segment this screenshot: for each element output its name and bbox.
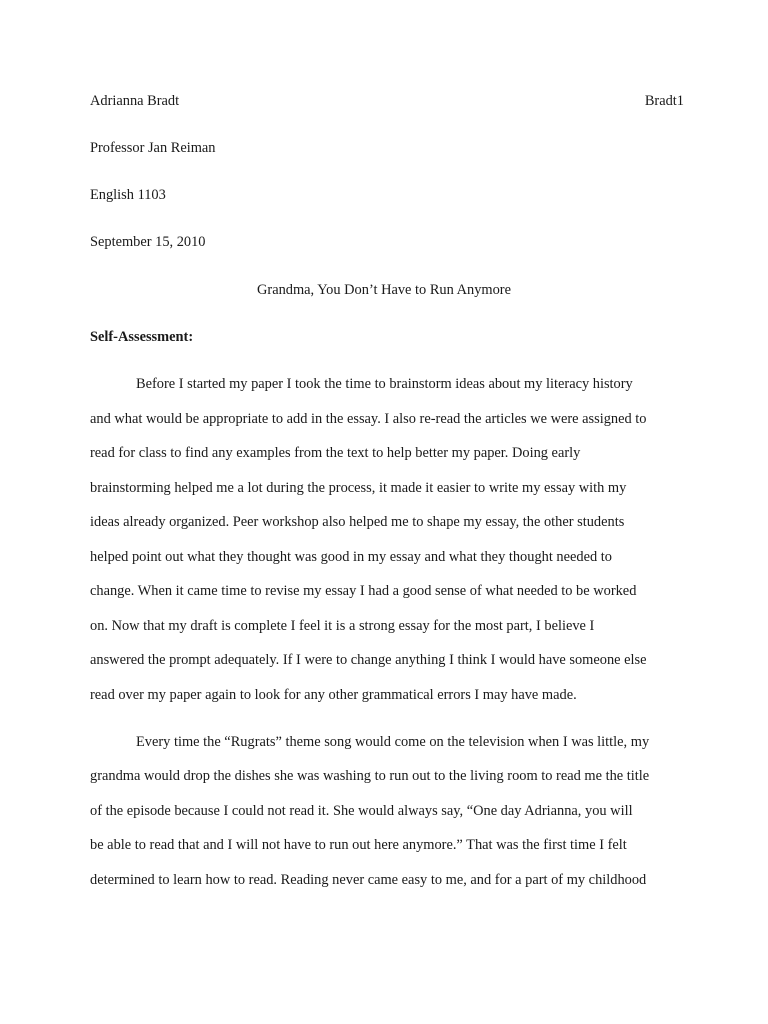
paragraph-line: ideas already organized. Peer workshop also helped me to shape my essay, the other students xyxy=(90,514,625,530)
running-head: Bradt1 xyxy=(644,93,684,109)
paragraph-line: helped point out what they thought was good in my essay and what they thought needed to xyxy=(90,549,612,565)
paragraph-line: determined to learn how to read. Reading never came easy to me, and for a part of my childhood xyxy=(90,872,647,888)
paragraph-line: on. Now that my draft is complete I feel it is a strong essay for the most part, I believe I xyxy=(90,618,595,634)
essay-title: Grandma, You Don’t Have to Run Anymore xyxy=(257,282,511,298)
course-name: English 1103 xyxy=(90,187,166,203)
professor-name: Professor Jan Reiman xyxy=(90,140,216,156)
paragraph-line: grandma would drop the dishes she was washing to run out to the living room to read me the title xyxy=(90,768,650,784)
paragraph-line: change. When it came time to revise my essay I had a good sense of what needed to be worked xyxy=(90,583,637,599)
paragraph-line: Before I started my paper I took the time to brainstorm ideas about my literacy history xyxy=(136,376,633,392)
date-line: September 15, 2010 xyxy=(90,234,206,250)
paragraph-line: brainstorming helped me a lot during the process, it made it easier to write my essay with my xyxy=(90,480,627,496)
paragraph-line: and what would be appropriate to add in the essay. I also re-read the articles we were assigned to xyxy=(90,411,647,427)
paragraph-line: answered the prompt adequately. If I were to change anything I think I would have someone else xyxy=(90,652,647,668)
paragraph-line: be able to read that and I will not have to run out here anymore.” That was the first time I felt xyxy=(90,837,627,853)
author-name: Adrianna Bradt xyxy=(90,93,180,109)
paragraph-line: read over my paper again to look for any other grammatical errors I may have made. xyxy=(90,687,577,703)
paragraph-line: of the episode because I could not read it. She would always say, “One day Adrianna, you will xyxy=(90,803,633,819)
paragraph-line: Every time the “Rugrats” theme song would come on the television when I was little, my xyxy=(136,734,650,750)
section-heading: Self-Assessment: xyxy=(90,329,194,345)
paragraph-line: read for class to find any examples from the text to help better my paper. Doing early xyxy=(90,445,581,461)
